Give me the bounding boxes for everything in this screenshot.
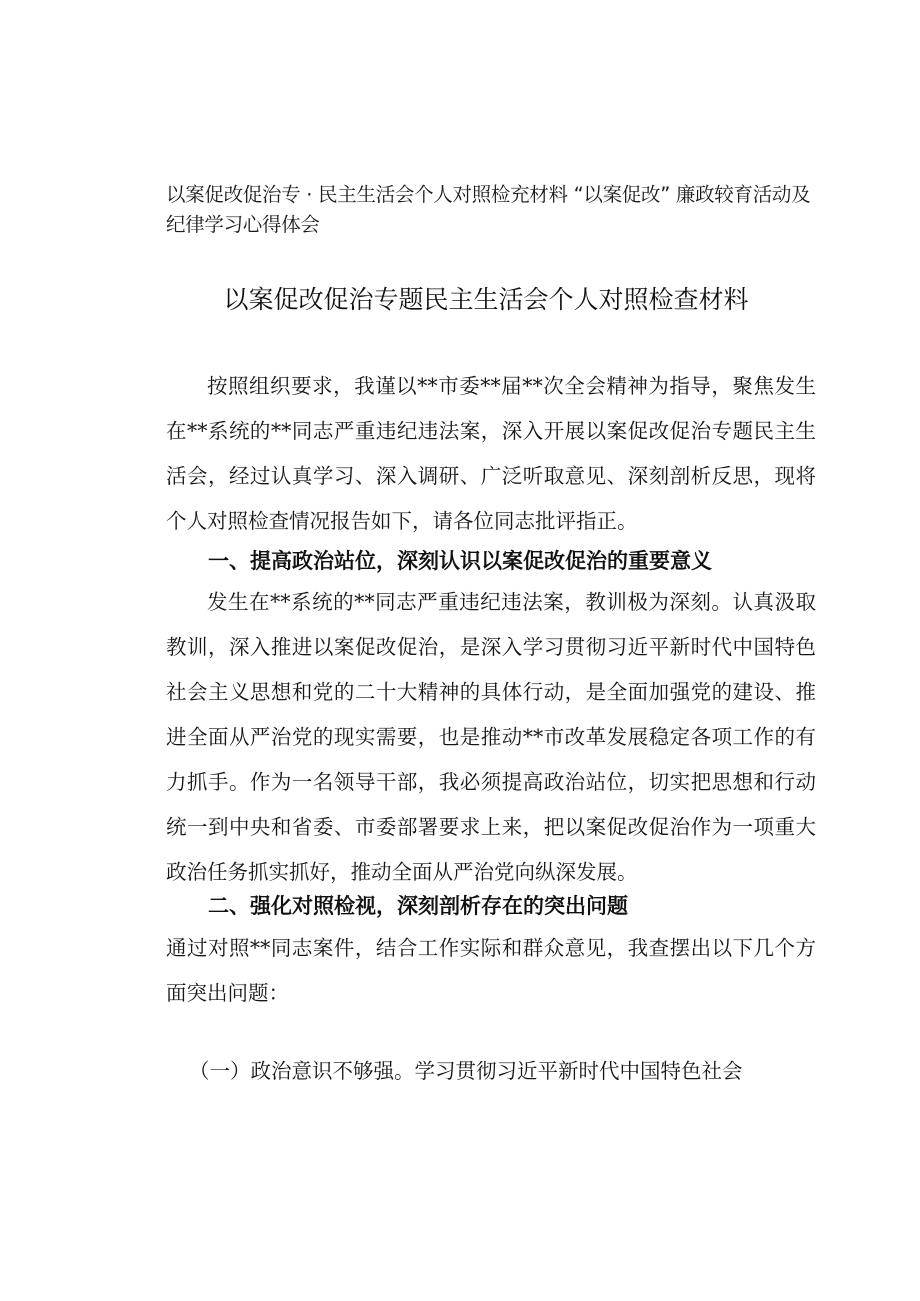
document-header: 以案促改促治专 · 民主生活会个人对照检充材料 “以案促改” 廉政较育活动及纪律学习心得体会 [166, 183, 811, 236]
section-2-heading: 二、强化对照检视，深刻剖析存在的突出问题 [208, 894, 628, 918]
subsection-1-paragraph: （一）政治意识不够强。学习贯彻习近平新时代中国特色社会 [189, 1059, 743, 1083]
document-title: 以案促改促治专题民主生活会个人对照检查材料 [223, 285, 749, 314]
section-2-paragraph: 通过对照**同志案件，结合工作实际和群众意见，我查摆出以下几个方面突出问题： [166, 936, 816, 1005]
section-1-paragraph: 发生在**系统的**同志严重违纪违法案，教训极为深刻。认真汲取教训，深入推进以案促改促治，是深入学习贯彻习近平新时代中国特色社会主义思想和党的二十大精神的具体行动，是全面加强党的建设、推进全面从严治党的现实需要，也是推动**市改革发展稳定各项工作的有力抓手。作为一名领导干部，我必须提高政治站位，切实把思想和行动统一到中央和省委、市委部署要求上来，把以案促改促治作为一项重大政治任务抓实抓好，推动全面从严治党向纵深发展。 [166, 590, 816, 884]
intro-paragraph: 按照组织要求，我谨以**市委**届**次全会精神为指导，聚焦发生在**系统的**同志严重违纪违法案，深入开展以案促改促治专题民主生活会，经过认真学习、深入调研、广泛听取意见、深刻剖析反思，现将个人对照检查情况报告如下，请各位同志批评指正。 [166, 374, 816, 533]
section-1-heading: 一、提高政治站位，深刻认识以案促改促治的重要意义 [208, 549, 712, 573]
